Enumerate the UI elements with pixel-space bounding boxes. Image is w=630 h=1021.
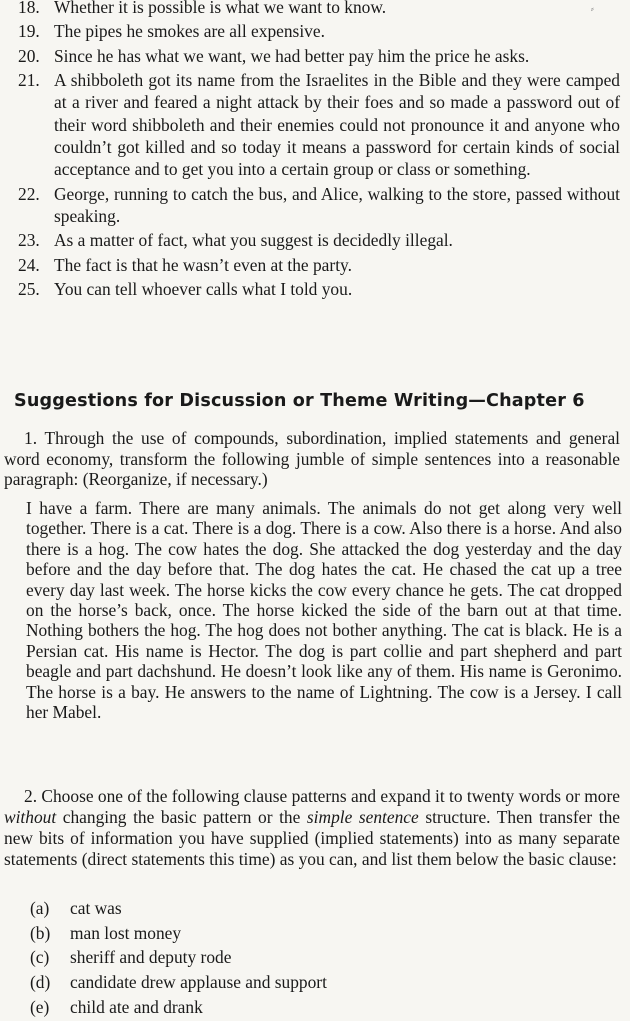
item-number: 25. — [18, 279, 40, 300]
emphasis-without: without — [4, 806, 57, 827]
option-label: (b) — [30, 922, 51, 943]
list-item — [18, 0, 620, 18]
exercise-2-text-part3: structure. Then transfer the new bits of information you have supplied (implied statements) into as many separate statements (direct statements this time) as you can, and list them below the basic clause: — [4, 806, 620, 869]
item-number: 24. — [18, 254, 40, 275]
list-item — [18, 45, 620, 67]
option-item — [30, 995, 327, 1020]
item-number: 22. — [18, 183, 40, 204]
exercise-2-text-part1: 2. Choose one of the following clause patterns and expand it to twenty words or more — [24, 786, 620, 806]
exercise-2-instructions — [4, 786, 620, 870]
clause-pattern-options — [30, 896, 327, 1020]
option-item — [30, 896, 327, 921]
option-item — [30, 945, 327, 970]
option-label: (a) — [30, 898, 50, 918]
exercise-1-passage: I have a farm. There are many animals. The animals do not get along very well together. There is a cat. There is a dog. There is a cow. Also there is a horse. And also there is a hog. The cow hates the dog. She attacked the dog yesterday and the day before and the day before that. The dog hates the cat. He chased the cat up a tree every day last week. The horse kicks the cow every chance he gets. The cat dropped on the horse’s back, once. The horse kicked the side of the barn out at that time. Nothing bothers the hog. The hog does not bother anything. The cat is black. He is a Persian cat. His name is Hector. The dog is part collie and part shepherd and part beagle and part dachshund. He doesn’t look like any of them. His name is Geronimo. The horse is a bay. He answers to the name of Lightning. The cow is a Jersey. I call her Mabel. — [26, 498, 622, 723]
item-number: 21. — [18, 70, 40, 91]
list-item — [18, 278, 620, 300]
option-label: (c) — [30, 947, 50, 968]
item-text: You can tell whoever calls what I told you. — [54, 279, 353, 300]
list-item — [18, 254, 620, 276]
option-label: (d) — [30, 972, 51, 993]
item-text: George, running to catch the bus, and Alice, walking to the store, passed without speaking. — [54, 183, 620, 227]
item-text: The fact is that he wasn’t even at the party. — [54, 254, 352, 275]
item-number: 18. — [18, 0, 40, 17]
option-label: (e) — [30, 996, 50, 1017]
margin-mark: ⸗ — [590, 4, 594, 15]
item-text: The pipes he smokes are all expensive. — [54, 21, 325, 42]
list-item — [18, 69, 620, 180]
item-text: Whether it is possible is what we want to know. — [54, 0, 387, 17]
option-text: man lost money — [70, 922, 182, 943]
option-text: cat was — [70, 898, 122, 918]
option-item — [30, 921, 327, 946]
list-item — [18, 229, 620, 251]
option-text: candidate drew applause and support — [70, 972, 327, 993]
item-text: Since he has what we want, we had better pay him the price he asks. — [54, 45, 530, 66]
item-number: 19. — [18, 21, 40, 42]
option-text: child ate and drank — [70, 996, 203, 1017]
exercise-1-intro: 1. Through the use of compounds, subordination, implied statements and general word economy, transform the following jumble of simple sentences into a reasonable paragraph: (Reorganize, if necessary.) — [4, 428, 620, 489]
option-text: sheriff and deputy rode — [70, 947, 232, 968]
list-item — [18, 183, 620, 228]
exercise-2-text-part2: changing the basic pattern or the — [56, 806, 307, 827]
item-text: A shibboleth got its name from the Israelites in the Bible and they were camped at a river and feared a night attack by their foes and so made a password out of their word shibboleth and their enemies could not pronounce it and anyone who couldn’t got killed and so today it means a password for certain kinds of social acceptance and to get you into a certain group or class or something. — [54, 70, 620, 180]
item-number: 23. — [18, 230, 40, 251]
list-item — [18, 20, 620, 42]
item-number: 20. — [18, 45, 40, 66]
emphasis-simple-sentence: simple sentence — [306, 806, 419, 827]
item-text: As a matter of fact, what you suggest is decidedly illegal. — [54, 230, 453, 251]
numbered-sentence-list — [18, 0, 620, 303]
section-heading: Suggestions for Discussion or Theme Writing—Chapter 6 — [14, 390, 585, 411]
option-item — [30, 970, 327, 995]
